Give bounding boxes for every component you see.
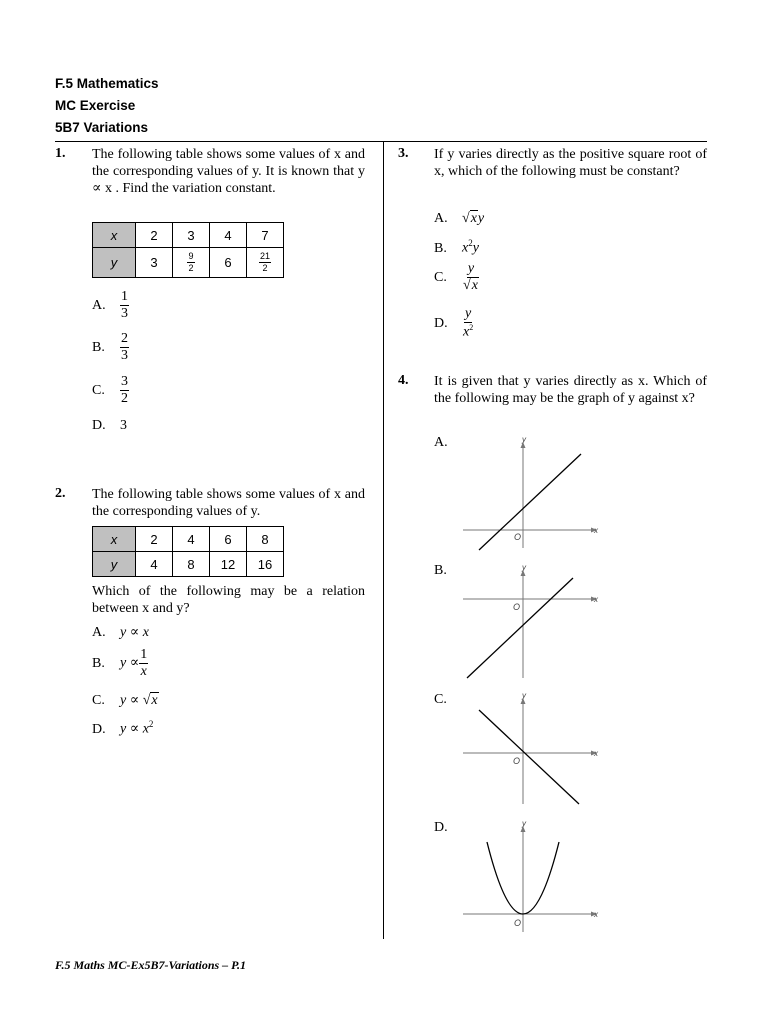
table-cell-fraction [247,248,284,278]
option-letter: B. [434,240,447,256]
sqrt-sign: √ [142,693,151,708]
option-letter: B. [92,655,105,671]
table-cell: 8 [173,552,210,577]
x-axis-label: x [594,595,598,604]
origin-label: O [514,532,522,542]
x-axis-label: x [594,749,598,758]
q4-graph-d [455,816,605,936]
title-subject: F.5 Mathematics [55,76,159,91]
column-divider [383,142,384,939]
graph-line [467,578,573,678]
q2-option-c[interactable] [92,692,159,709]
option-letter: C. [92,693,105,708]
q2-question: Which of the following may be a relation between x and y? [92,584,365,616]
frac-num: 3 [121,374,128,389]
q1-option-a[interactable] [92,290,129,321]
q3-text: If y varies directly as the positive square root of x, which of the following must be constant? [434,147,707,179]
table-row [93,552,284,577]
option-letter: D. [434,820,448,835]
origin-label: O [513,602,521,612]
table-cell: 16 [247,552,284,577]
option-letter: D. [92,418,106,433]
q2-option-b[interactable] [92,648,148,679]
frac-num: 1 [121,289,128,304]
q4-number: 4. [398,373,409,388]
option-expr: y [477,211,485,226]
q1-x-header: x [93,223,136,248]
option-expr: y ∝ x [120,721,149,737]
frac-den: x [140,664,147,679]
x-axis-label: x [594,526,598,535]
y-axis-label: y [522,819,526,828]
q1-table [92,222,284,278]
sqrt-radicand: x [151,693,158,708]
option-letter: B. [434,563,447,578]
superscript: 2 [148,719,154,729]
q4-graph-b [455,560,605,680]
q1-y-header: y [93,248,136,278]
option-expr: y ∝ [120,655,140,671]
q4-option-d[interactable] [434,820,448,836]
option-expr: x [462,240,469,256]
frac-num: y [465,306,472,321]
frac-den: 3 [121,306,128,321]
origin-label: O [513,756,521,766]
q4-option-b[interactable] [434,563,447,579]
table-cell: 8 [247,527,284,552]
x-axis-label: x [594,910,598,919]
table-cell: 4 [136,552,173,577]
q2-option-a[interactable] [92,624,149,641]
table-cell: 6 [210,527,247,552]
table-cell-fraction [173,248,210,278]
option-letter: A. [92,625,106,640]
option-letter: C. [92,382,105,398]
title-exercise: MC Exercise [55,98,136,113]
q2-option-d[interactable] [92,719,153,738]
table-cell: 2 [136,223,173,248]
table-cell: 3 [173,223,210,248]
q2-text: The following table shows some values of x and the corresponding values of y. [92,487,365,519]
q4-graph-c [455,688,605,808]
option-expr: x [463,324,470,340]
table-cell: 4 [173,527,210,552]
option-letter: A. [92,297,106,313]
frac-num: 21 [259,251,270,261]
q4-option-c[interactable] [434,692,447,708]
frac-den: 2 [262,263,268,273]
frac-den: 2 [188,263,194,273]
y-axis-label: y [522,563,526,572]
option-expr: y ∝ [120,693,140,708]
title-topic: 5B7 Variations [55,120,149,135]
y-axis-label: y [522,435,526,444]
q2-x-header: x [93,527,136,552]
q2-table [92,526,284,577]
q1-option-d[interactable] [92,418,127,434]
q4-option-a[interactable] [434,435,448,451]
sqrt-sign: √ [462,211,470,226]
y-axis-label: y [522,691,526,700]
q2-y-header: y [93,552,136,577]
table-cell: 2 [136,527,173,552]
option-letter: D. [434,315,448,331]
table-cell: 12 [210,552,247,577]
option-letter: D. [92,721,106,737]
origin-label: O [514,918,522,928]
option-value: 3 [120,418,127,433]
q1-text: The following table shows some values of x and the corresponding values of y. It is known that y ∝ x . Find the variation constant. [92,147,365,196]
frac-den: 2 [121,391,128,406]
option-expr: y [472,240,479,256]
q3-option-c[interactable] [434,262,480,293]
superscript: 2 [469,323,474,332]
q3-option-b[interactable] [434,238,479,257]
table-cell: 4 [210,223,247,248]
option-expr: y ∝ x [120,625,149,640]
option-letter: C. [434,269,447,285]
graph-line [479,454,581,550]
table-row [93,527,284,552]
table-cell: 3 [136,248,173,278]
graph-line [479,710,579,804]
frac-num: 2 [121,331,128,346]
q4-graph-a [455,432,605,552]
sqrt-sign: √ [463,278,471,293]
header-divider [55,141,707,142]
q2-number: 2. [55,486,66,501]
q3-option-a[interactable] [434,211,484,227]
q1-number: 1. [55,146,66,161]
frac-num: 1 [140,647,148,662]
table-cell: 7 [247,223,284,248]
option-letter: B. [92,339,105,355]
option-letter: C. [434,692,447,707]
q1-option-b[interactable] [92,332,129,363]
option-letter: A. [434,435,448,450]
superscript: 2 [468,238,473,248]
sqrt-radicand: x [471,278,478,293]
frac-den [462,278,480,293]
table-row [93,248,284,278]
q1-option-c[interactable] [92,375,129,406]
sqrt-radicand: x [470,211,477,226]
table-row [93,223,284,248]
frac-num: y [467,261,475,276]
frac-den: 3 [121,348,128,363]
q3-option-d[interactable] [434,307,474,340]
option-letter: A. [434,211,448,226]
q4-text: It is given that y varies directly as x. Which of the following may be the graph of y against x? [434,374,707,406]
page-footer: F.5 Maths MC-Ex5B7-Variations – P.1 [55,958,246,972]
table-cell: 6 [210,248,247,278]
q3-number: 3. [398,146,409,161]
frac-num: 9 [188,251,194,261]
frac-den [462,323,474,340]
